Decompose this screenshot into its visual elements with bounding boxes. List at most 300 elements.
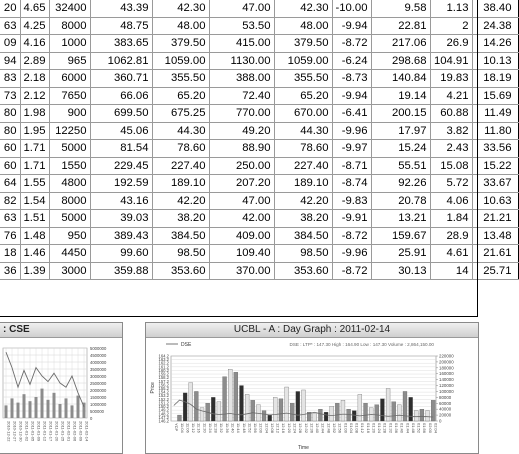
- table-cell: 4450: [49, 245, 90, 263]
- cse-y-tick-label: 3000000: [90, 374, 107, 379]
- table-cell: -8.74: [332, 175, 371, 193]
- day-volume-bar: [431, 400, 435, 421]
- day-y-tick-label: 158.2: [158, 375, 169, 381]
- table-cell: 2.43: [430, 140, 472, 158]
- cse-y-tick-label: 1000000: [90, 402, 107, 407]
- day-graph-title: UCBL - A : Day Graph : 2011-02-14: [233, 324, 391, 335]
- table-cell: 13.48: [472, 227, 518, 245]
- table-cell: 48.00: [152, 17, 209, 35]
- day-vol-tick-label: 80000: [439, 394, 452, 400]
- table-cell: 9.58: [371, 0, 430, 17]
- table-cell: 5000: [49, 210, 90, 228]
- table-cell: 43.39: [90, 0, 152, 17]
- day-volume-bar: [375, 405, 379, 421]
- table-cell: 7650: [49, 87, 90, 105]
- table-cell: 94: [0, 52, 20, 70]
- table-cell: 22.81: [371, 17, 430, 35]
- table-cell: 09: [0, 35, 20, 53]
- day-vol-tick-label: 120000: [439, 383, 454, 389]
- cse-volume-bar: [71, 405, 74, 418]
- day-x-tick-label: 11:44: [236, 423, 242, 433]
- day-volume-bar: [409, 397, 413, 421]
- day-x-tick-label: 12:16: [281, 423, 287, 434]
- table-cell: 15.24: [371, 140, 430, 158]
- day-vol-tick-label: 160000: [439, 371, 454, 377]
- day-x-tick-label: 01:16: [365, 423, 371, 434]
- table-cell: 1.51: [20, 210, 49, 228]
- day-x-tick-label: 12:44: [320, 423, 326, 434]
- table-cell: 81.54: [90, 140, 152, 158]
- table-cell: 4.25: [20, 17, 49, 35]
- cse-x-tick-label: 2011-01-05: [30, 421, 36, 442]
- table-cell: 1.39: [20, 262, 49, 280]
- day-y-tick-label: 163.2: [158, 357, 169, 363]
- table-cell: 38.20: [152, 210, 209, 228]
- day-y-tick-label: 147.2: [158, 414, 169, 420]
- table-cell: 49.20: [209, 122, 274, 140]
- table-row: [0, 87, 518, 105]
- day-x-tick-label: 02:00: [427, 423, 433, 434]
- cse-chart-title: : CSE: [3, 324, 30, 335]
- day-x-tick-label: 12:40: [315, 423, 321, 434]
- table-cell: 5.72: [430, 175, 472, 193]
- table-cell: -9.96: [332, 245, 371, 263]
- day-y-tick-label: 157.2: [158, 378, 169, 384]
- table-cell: 109.40: [209, 245, 274, 263]
- table-cell: 384.50: [152, 227, 209, 245]
- table-cell: 12250: [49, 122, 90, 140]
- table-row: [0, 262, 518, 280]
- day-volume-bar: [414, 411, 418, 421]
- table-cell: 21.61: [472, 245, 518, 263]
- day-vol-tick-label: 40000: [439, 406, 452, 412]
- table-row: [0, 227, 518, 245]
- table-cell: 80: [0, 122, 20, 140]
- table-cell: 3000: [49, 262, 90, 280]
- table-cell: 8000: [49, 192, 90, 210]
- cse-y-tick-label: 4500000: [90, 353, 107, 358]
- table-cell: 18.19: [472, 70, 518, 88]
- table-cell: 15.08: [430, 157, 472, 175]
- table-cell: 39.03: [90, 210, 152, 228]
- table-row: [0, 122, 518, 140]
- day-volume-bar: [380, 399, 384, 421]
- table-row: [0, 192, 518, 210]
- cse-volume-bar: [23, 394, 26, 418]
- table-cell: 207.20: [209, 175, 274, 193]
- table-row: [0, 175, 518, 193]
- table-cell: 388.00: [209, 70, 274, 88]
- table-cell: 965: [49, 52, 90, 70]
- table-cell: -9.83: [332, 192, 371, 210]
- day-x-tick-label: 01:08: [354, 423, 360, 434]
- cse-x-tick-label: 2011-01-25: [60, 421, 66, 442]
- day-y-tick-label: 162.2: [158, 360, 169, 366]
- day-volume-bar: [335, 403, 339, 421]
- table-cell: 360.71: [90, 70, 152, 88]
- table-cell: 1.55: [20, 175, 49, 193]
- table-cell: 4.21: [430, 87, 472, 105]
- table-cell: -10.00: [332, 0, 371, 17]
- day-x-tick-label: 12:00: [258, 423, 264, 434]
- day-volume-bar: [420, 409, 424, 421]
- day-x-tick-label: 11:16: [196, 423, 202, 433]
- table-cell: 950: [49, 227, 90, 245]
- day-x-tick-label: 01:52: [416, 423, 422, 434]
- table-cell: 1.46: [20, 245, 49, 263]
- table-cell: 227.40: [152, 157, 209, 175]
- cse-y-tick-label: 500000: [90, 409, 104, 414]
- day-x-tick-label: 02:04: [433, 423, 439, 434]
- table-cell: 1550: [49, 157, 90, 175]
- cse-volume-bar: [53, 393, 56, 418]
- table-cell: 355.50: [274, 70, 332, 88]
- table-cell: -8.71: [332, 157, 371, 175]
- table-cell: 140.84: [371, 70, 430, 88]
- day-graph-panel: [145, 322, 479, 454]
- table-row: [0, 140, 518, 158]
- day-x-tick-label: 11:36: [224, 423, 230, 433]
- day-volume-bar: [352, 411, 356, 421]
- cse-x-tick-label: 2011-02-09: [78, 421, 84, 442]
- table-row: [0, 35, 518, 53]
- day-x-tick-label: 11:06: [185, 423, 191, 433]
- table-cell: 78.60: [152, 140, 209, 158]
- table-cell: 80: [0, 105, 20, 123]
- day-y-tick-label: 161.2: [158, 364, 169, 370]
- day-x-tick-label: 12:48: [326, 423, 332, 434]
- table-cell: 24.38: [472, 17, 518, 35]
- table-cell: 10.63: [472, 192, 518, 210]
- cse-volume-bar: [29, 401, 32, 418]
- day-volume-bar: [273, 397, 277, 421]
- table-cell: 383.65: [90, 35, 152, 53]
- table-cell: 60.88: [430, 105, 472, 123]
- table-cell: 15.69: [472, 87, 518, 105]
- table-cell: 353.60: [274, 262, 332, 280]
- day-volume-bar: [330, 406, 334, 421]
- day-volume-bar: [364, 403, 368, 421]
- table-cell: 1130.00: [209, 52, 274, 70]
- table-cell: 19.14: [371, 87, 430, 105]
- table-cell: -9.97: [332, 140, 371, 158]
- table-cell: 189.10: [152, 175, 209, 193]
- price-info: DSE : LTP* : 147.30 High : 164.90 Low : 147.30 Volume : 2,864,150.00: [289, 342, 434, 347]
- table-cell: -9.94: [332, 17, 371, 35]
- day-volume-bar: [279, 399, 283, 421]
- day-x-tick-label: 12:32: [303, 423, 309, 434]
- day-y-tick-label: 146.2: [158, 418, 169, 424]
- day-volume-bar: [324, 412, 328, 421]
- cse-x-tick-label: 2011-02-01: [66, 421, 72, 442]
- cse-x-tick-label: 2010-12-22: [6, 421, 12, 442]
- cse-x-tick-label: 2011-01-20: [54, 421, 60, 442]
- day-volume-bar: [234, 372, 238, 421]
- table-cell: 48.00: [274, 17, 332, 35]
- table-cell: 353.60: [152, 262, 209, 280]
- table-cell: 25.91: [371, 245, 430, 263]
- day-y-tick-label: 153.2: [158, 393, 169, 399]
- day-x-tick-label: 01:00: [343, 423, 349, 434]
- table-cell: 20: [0, 0, 20, 17]
- table-cell: 4.06: [430, 192, 472, 210]
- table-cell: 6000: [49, 70, 90, 88]
- day-volume-bar: [296, 391, 300, 421]
- table-cell: 15.22: [472, 157, 518, 175]
- day-x-tick-label: 12:04: [264, 423, 270, 434]
- table-cell: -9.91: [332, 210, 371, 228]
- cse-x-tick-label: 2011-02-06: [72, 421, 78, 442]
- day-vol-tick-label: 180000: [439, 365, 454, 371]
- day-y-tick-label: 160.2: [158, 367, 169, 373]
- table-row: [0, 245, 518, 263]
- table-cell: 76: [0, 227, 20, 245]
- day-x-tick-label: 12:20: [286, 423, 292, 434]
- table-cell: 298.68: [371, 52, 430, 70]
- day-y-axis-label: Price: [150, 382, 156, 394]
- table-cell: 43.16: [90, 192, 152, 210]
- day-volume-bar: [392, 402, 396, 421]
- day-y-tick-label: 152.2: [158, 396, 169, 402]
- table-cell: 99.60: [90, 245, 152, 263]
- day-x-tick-label: 11:48: [241, 423, 247, 433]
- table-cell: 63: [0, 210, 20, 228]
- table-cell: -8.72: [332, 35, 371, 53]
- day-x-tick-label: 11:40: [230, 423, 236, 433]
- table-cell: 770.00: [209, 105, 274, 123]
- day-volume-bar: [183, 393, 187, 421]
- table-cell: 192.59: [90, 175, 152, 193]
- table-cell: 10.13: [472, 52, 518, 70]
- cse-volume-bar: [5, 405, 8, 418]
- day-x-tick-label: 01:40: [399, 423, 405, 434]
- day-x-tick-label: 12:12: [275, 423, 281, 434]
- table-cell: 14.26: [472, 35, 518, 53]
- table-cell: 5000: [49, 140, 90, 158]
- table-cell: 1062.81: [90, 52, 152, 70]
- day-x-tick-label: 11:28: [213, 423, 219, 433]
- table-cell: 88.90: [209, 140, 274, 158]
- table-cell: 900: [49, 105, 90, 123]
- table-cell: -8.72: [332, 227, 371, 245]
- cse-x-tick-label: 2010-12-27: [12, 421, 18, 442]
- day-x-tick-label: 01:28: [382, 423, 388, 434]
- day-volume-bar: [347, 409, 351, 421]
- table-cell: 1.48: [20, 227, 49, 245]
- table-cell: 389.43: [90, 227, 152, 245]
- table-cell: 355.50: [152, 70, 209, 88]
- cse-x-tick-label: 2011-01-12: [42, 421, 48, 442]
- cse-volume-bar: [65, 398, 68, 418]
- day-x-tick-label: 01:44: [405, 423, 411, 434]
- day-x-tick-label: 01:12: [360, 423, 366, 434]
- day-volume-bar: [358, 394, 362, 421]
- day-y-tick-label: 159.2: [158, 371, 169, 377]
- table-cell: 1.84: [430, 210, 472, 228]
- table-cell: -8.73: [332, 70, 371, 88]
- day-x-tick-label: 01:24: [377, 423, 383, 434]
- cse-volume-bar: [17, 403, 20, 418]
- table-cell: 64: [0, 175, 20, 193]
- table-cell: 20.78: [371, 192, 430, 210]
- table-cell: 98.50: [274, 245, 332, 263]
- day-x-tick-label: 11:20: [202, 423, 208, 433]
- table-cell: 73: [0, 87, 20, 105]
- day-vol-tick-label: 0: [439, 418, 442, 424]
- table-cell: 699.50: [90, 105, 152, 123]
- table-cell: 670.00: [274, 105, 332, 123]
- day-vol-tick-label: 60000: [439, 400, 452, 406]
- table-cell: 2.12: [20, 87, 49, 105]
- table-cell: 83: [0, 70, 20, 88]
- table-cell: 30.13: [371, 262, 430, 280]
- cse-y-tick-label: 0: [90, 416, 93, 421]
- day-x-tick-label: 11:56: [253, 423, 259, 433]
- table-cell: 4.16: [20, 35, 49, 53]
- table-cell: 21.21: [472, 210, 518, 228]
- cse-x-tick-label: 2011-01-17: [48, 421, 54, 442]
- cse-y-tick-label: 2000000: [90, 388, 107, 393]
- day-volume-bar: [262, 411, 266, 421]
- day-y-tick-label: 151.2: [158, 400, 169, 406]
- table-cell: 2.18: [20, 70, 49, 88]
- day-x-tick-label: 12:08: [269, 423, 275, 434]
- table-cell: 66.06: [90, 87, 152, 105]
- table-cell: -8.72: [332, 262, 371, 280]
- table-cell: 379.50: [274, 35, 332, 53]
- table-cell: 1.98: [20, 105, 49, 123]
- day-volume-bar: [245, 394, 249, 421]
- day-x-tick-label: YCP: [174, 423, 180, 432]
- day-y-tick-label: 156.2: [158, 382, 169, 388]
- day-vol-tick-label: 140000: [439, 377, 454, 383]
- day-x-tick-label: 12:24: [292, 423, 298, 434]
- day-volume-bar: [302, 390, 306, 421]
- day-x-tick-label: 01:56: [422, 423, 428, 434]
- table-cell: 36: [0, 262, 20, 280]
- cse-x-tick-label: 2011-01-02: [24, 421, 30, 442]
- table-cell: 42.20: [274, 192, 332, 210]
- table-cell: 60: [0, 157, 20, 175]
- table-cell: 1059.00: [152, 52, 209, 70]
- table-row: [0, 105, 518, 123]
- table-cell: 11.80: [472, 122, 518, 140]
- day-volume-bar: [200, 408, 204, 421]
- day-volume-bar: [318, 409, 322, 421]
- day-x-tick-label: 11:24: [207, 423, 213, 433]
- table-cell: 33.56: [472, 140, 518, 158]
- table-cell: 78.60: [274, 140, 332, 158]
- table-cell: 1000: [49, 35, 90, 53]
- table-cell: 14: [430, 262, 472, 280]
- day-y-tick-label: 148.2: [158, 411, 169, 417]
- cse-y-tick-label: 5000000: [90, 346, 107, 351]
- cse-volume-bar: [59, 404, 62, 418]
- table-cell: 92.26: [371, 175, 430, 193]
- cse-y-tick-label: 2500000: [90, 381, 107, 386]
- table-cell: 72.40: [209, 87, 274, 105]
- table-cell: 42.20: [152, 192, 209, 210]
- day-x-tick-label: 01:20: [371, 423, 377, 434]
- table-cell: 229.45: [90, 157, 152, 175]
- table-cell: 44.30: [152, 122, 209, 140]
- table-cell: 159.67: [371, 227, 430, 245]
- table-cell: 38.20: [274, 210, 332, 228]
- table-cell: 26.9: [430, 35, 472, 53]
- day-vol-tick-label: 100000: [439, 388, 454, 394]
- cse-chart-plot: [0, 338, 122, 453]
- table-cell: 65.20: [274, 87, 332, 105]
- table-cell: 82: [0, 192, 20, 210]
- day-volume-bar: [426, 411, 430, 421]
- day-y-tick-label: 149.2: [158, 407, 169, 413]
- table-cell: 227.40: [274, 157, 332, 175]
- cse-volume-bar: [47, 400, 50, 418]
- cse-x-tick-label: 2011-01-09: [36, 421, 42, 442]
- cse-y-tick-label: 3500000: [90, 367, 107, 372]
- day-volume-bar: [403, 391, 407, 421]
- table-cell: -9.96: [332, 122, 371, 140]
- cse-y-tick-label: 1500000: [90, 395, 107, 400]
- cse-chart-titlebar: [0, 323, 122, 338]
- cse-volume-bar: [11, 398, 14, 418]
- day-volume-bar: [189, 383, 193, 421]
- table-cell: 409.00: [209, 227, 274, 245]
- table-cell: 415.00: [209, 35, 274, 53]
- cse-volume-bar: [35, 397, 38, 418]
- day-x-tick-label: 11:04: [179, 423, 185, 433]
- table-cell: 1.95: [20, 122, 49, 140]
- legend-label: DSE: [181, 342, 192, 348]
- day-y-tick-label: 155.2: [158, 386, 169, 391]
- day-volume-bar: [211, 397, 215, 421]
- day-x-tick-label: 11:32: [219, 423, 225, 433]
- day-x-tick-label: 12:28: [298, 423, 304, 434]
- table-cell: 65.20: [152, 87, 209, 105]
- table-cell: 28.9: [430, 227, 472, 245]
- day-volume-bar: [251, 400, 255, 421]
- day-volume-bar: [313, 414, 317, 421]
- day-x-tick-label: 12:36: [309, 423, 315, 434]
- table-row: [0, 70, 518, 88]
- table-cell: 1.71: [20, 140, 49, 158]
- table-cell: 1.71: [20, 157, 49, 175]
- table-cell: 4800: [49, 175, 90, 193]
- table-cell: 98.50: [152, 245, 209, 263]
- day-x-tick-label: 11:12: [191, 423, 197, 433]
- day-volume-bar: [290, 403, 294, 421]
- table-cell: 11.49: [472, 105, 518, 123]
- table-cell: 19.83: [430, 70, 472, 88]
- table-cell: 42.30: [152, 0, 209, 17]
- cse-volume-bar: [77, 396, 80, 418]
- cse-x-tick-label: 2011-02-14: [84, 421, 90, 442]
- table-cell: -6.24: [332, 52, 371, 70]
- table-cell: 370.00: [209, 262, 274, 280]
- cse-chart-panel: [0, 322, 123, 454]
- table-cell: 189.10: [274, 175, 332, 193]
- table-cell: 3.82: [430, 122, 472, 140]
- table-cell: 104.91: [430, 52, 472, 70]
- table-cell: 8000: [49, 17, 90, 35]
- table-cell: 53.50: [209, 17, 274, 35]
- day-volume-bar: [397, 405, 401, 421]
- day-volume-bar: [268, 415, 272, 421]
- table-row: [0, 157, 518, 175]
- table-cell: 42.00: [209, 210, 274, 228]
- day-x-tick-label: 01:36: [394, 423, 400, 434]
- table-cell: 379.50: [152, 35, 209, 53]
